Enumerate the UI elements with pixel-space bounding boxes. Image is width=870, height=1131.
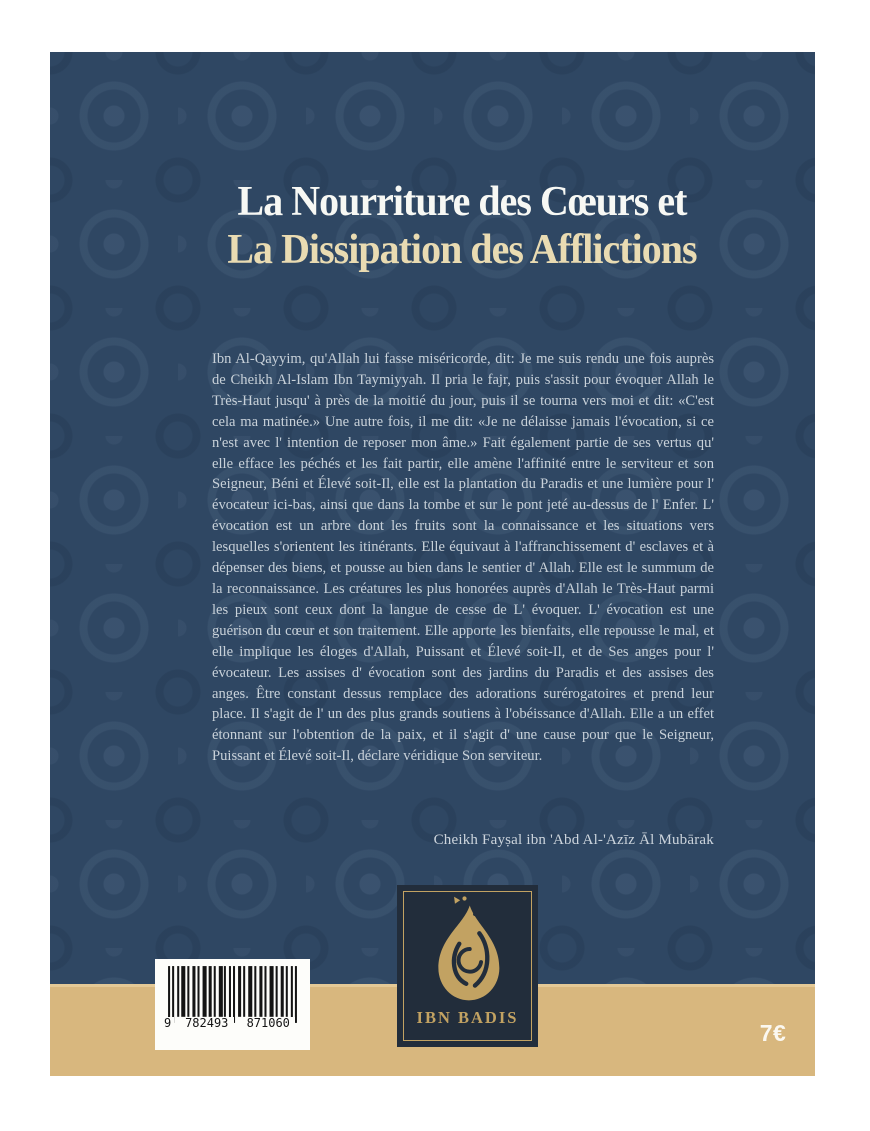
publisher-logo <box>397 885 538 1047</box>
isbn-group1: 782493 <box>180 1017 234 1029</box>
logo-gold-frame <box>403 891 532 1041</box>
book-back-cover <box>50 52 815 1076</box>
publisher-name: IBN BADIS <box>416 1008 519 1027</box>
barcode-label <box>155 959 310 1050</box>
isbn-digits <box>164 1017 301 1029</box>
back-cover-blurb: Ibn Al-Qayyim, qu'Allah lui fasse miséricorde, dit: Je me suis rendu une fois auprès de Cheikh Al-Islam Ibn Taymiyyah. Il pria le fajr, puis s'assit pour évoquer Allah le Très-Haut jusqu' à près de la moitié du jour, puis il se tourna vers moi et dit: «C'est cela ma matinée.» Une autre fois, il me dit: «Je ne délaisse jamais l'évocation, si ce n'est avec l' intention de reposer mon âme.» Fait également partie de ses vertus qu' elle efface les péchés et les fait partir, elle amène l'affinité entre le serviteur et son Seigneur, Béni et Élevé soit-Il, elle est la plantation du Paradis et une lumière pour l' évocateur ici-bas, ainsi que dans la tombe et sur le pont jeté au-dessus de l' Enfer. L' évocation est un arbre dont les fruits sont la connaissance et les situations vers lesquelles s'orientent les itinérants. Elle équivaut à l'affranchissement d' esclaves et à dépenser des biens, et pousse au bien dans le sentier d' Allah. Elle est le summum de la reconnaissance. Les créatures les plus honorées auprès d'Allah le Très-Haut parmi les pieux sont ceux dont la langue de cesse de L' évoquer. L' évocation est une guérison du cœur et son traitement. Elle apporte les bienfaits, elle repousse le mal, et elle implique les éloges d'Allah, Puissant et Élevé soit-Il, et de Ses anges pour l' évocateur. Les assises d' évocation sont des jardins du Paradis et des assises des anges. Être constant dessus remplace des adorations surérogatoires et prend leur place. Il s'agit de l' un des plus grands soutiens à l'obéissance d'Allah. Elle a un effet étonnant sur l'obtention de la paix, et il s'agit d' une cause pour que le Seigneur, Puissant et Élevé soit-Il, déclare véridique Son serviteur. <box>212 351 714 765</box>
isbn-group2: 871060 <box>242 1017 296 1029</box>
isbn-lead-digit: 9 <box>164 1017 174 1029</box>
book-title-line1: La Nourriture des Cœurs et <box>237 179 687 226</box>
book-title <box>196 178 728 274</box>
price-tag: 7€ <box>759 1020 787 1046</box>
book-title-line2: La Dissipation des Afflictions <box>227 227 697 274</box>
author-name: Cheikh Fayṣal ibn 'Abd Al-'Azīz Āl Mubārak <box>433 832 714 848</box>
